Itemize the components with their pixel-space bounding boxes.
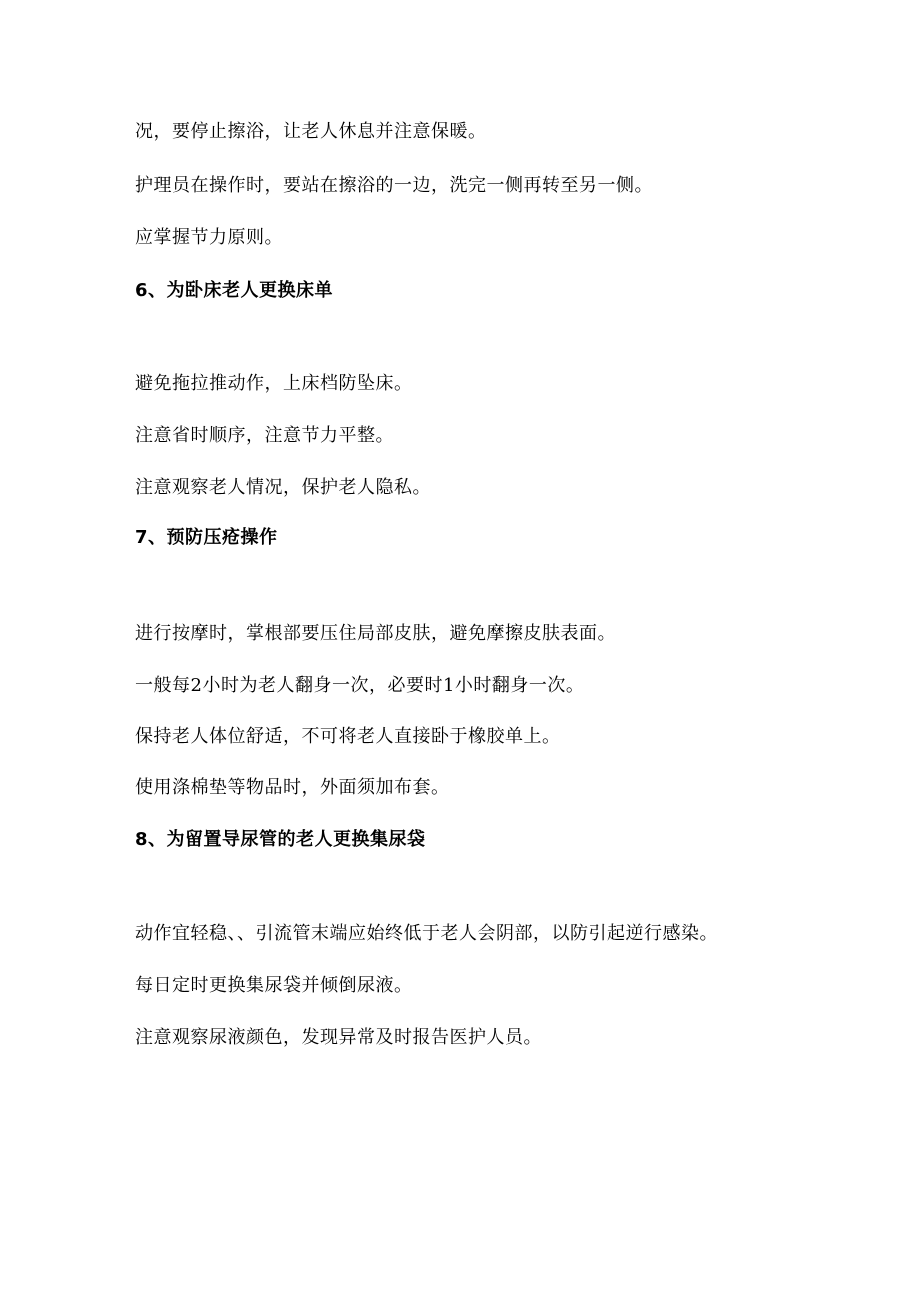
list-item: 避免拖拉推动作，上床档防坠床。: [135, 373, 413, 394]
list-item: 进行按摩时，掌根部要压住局部皮肤，避免摩擦皮肤表面。: [135, 623, 616, 644]
paragraph: 护理员在操作时，要站在擦浴的一边，洗完一侧再转至另一侧。: [135, 175, 653, 196]
paragraph: 应掌握节力原则。: [135, 227, 283, 248]
list-item: 动作宜轻稳、、引流管末端应始终低于老人会阴部，以防引起逆行感染。: [135, 923, 718, 944]
list-item: 注意省时顺序，注意节力平整。: [135, 425, 394, 446]
list-item: 使用涤棉垫等物品时，外面须加布套。: [135, 777, 450, 798]
list-item: 保持老人体位舒适，不可将老人直接卧于橡胶单上。: [135, 726, 561, 747]
list-item: 每日定时更换集尿袋并倾倒尿液。: [135, 975, 413, 996]
paragraph: 况，要停止擦浴，让老人休息并注意保暖。: [135, 121, 487, 142]
section-heading: 7、预防压疮操作: [135, 527, 278, 548]
section-heading: 6、为卧床老人更换床单: [135, 280, 334, 301]
list-item: 注意观察尿液颜色，发现异常及时报告医护人员。: [135, 1027, 542, 1048]
section-heading: 8、为留置导尿管的老人更换集尿袋: [135, 829, 426, 850]
list-item: 一般每2小时为老人翻身一次，必要时1小时翻身一次。: [135, 675, 585, 696]
list-item: 注意观察老人情况，保护老人隐私。: [135, 477, 431, 498]
